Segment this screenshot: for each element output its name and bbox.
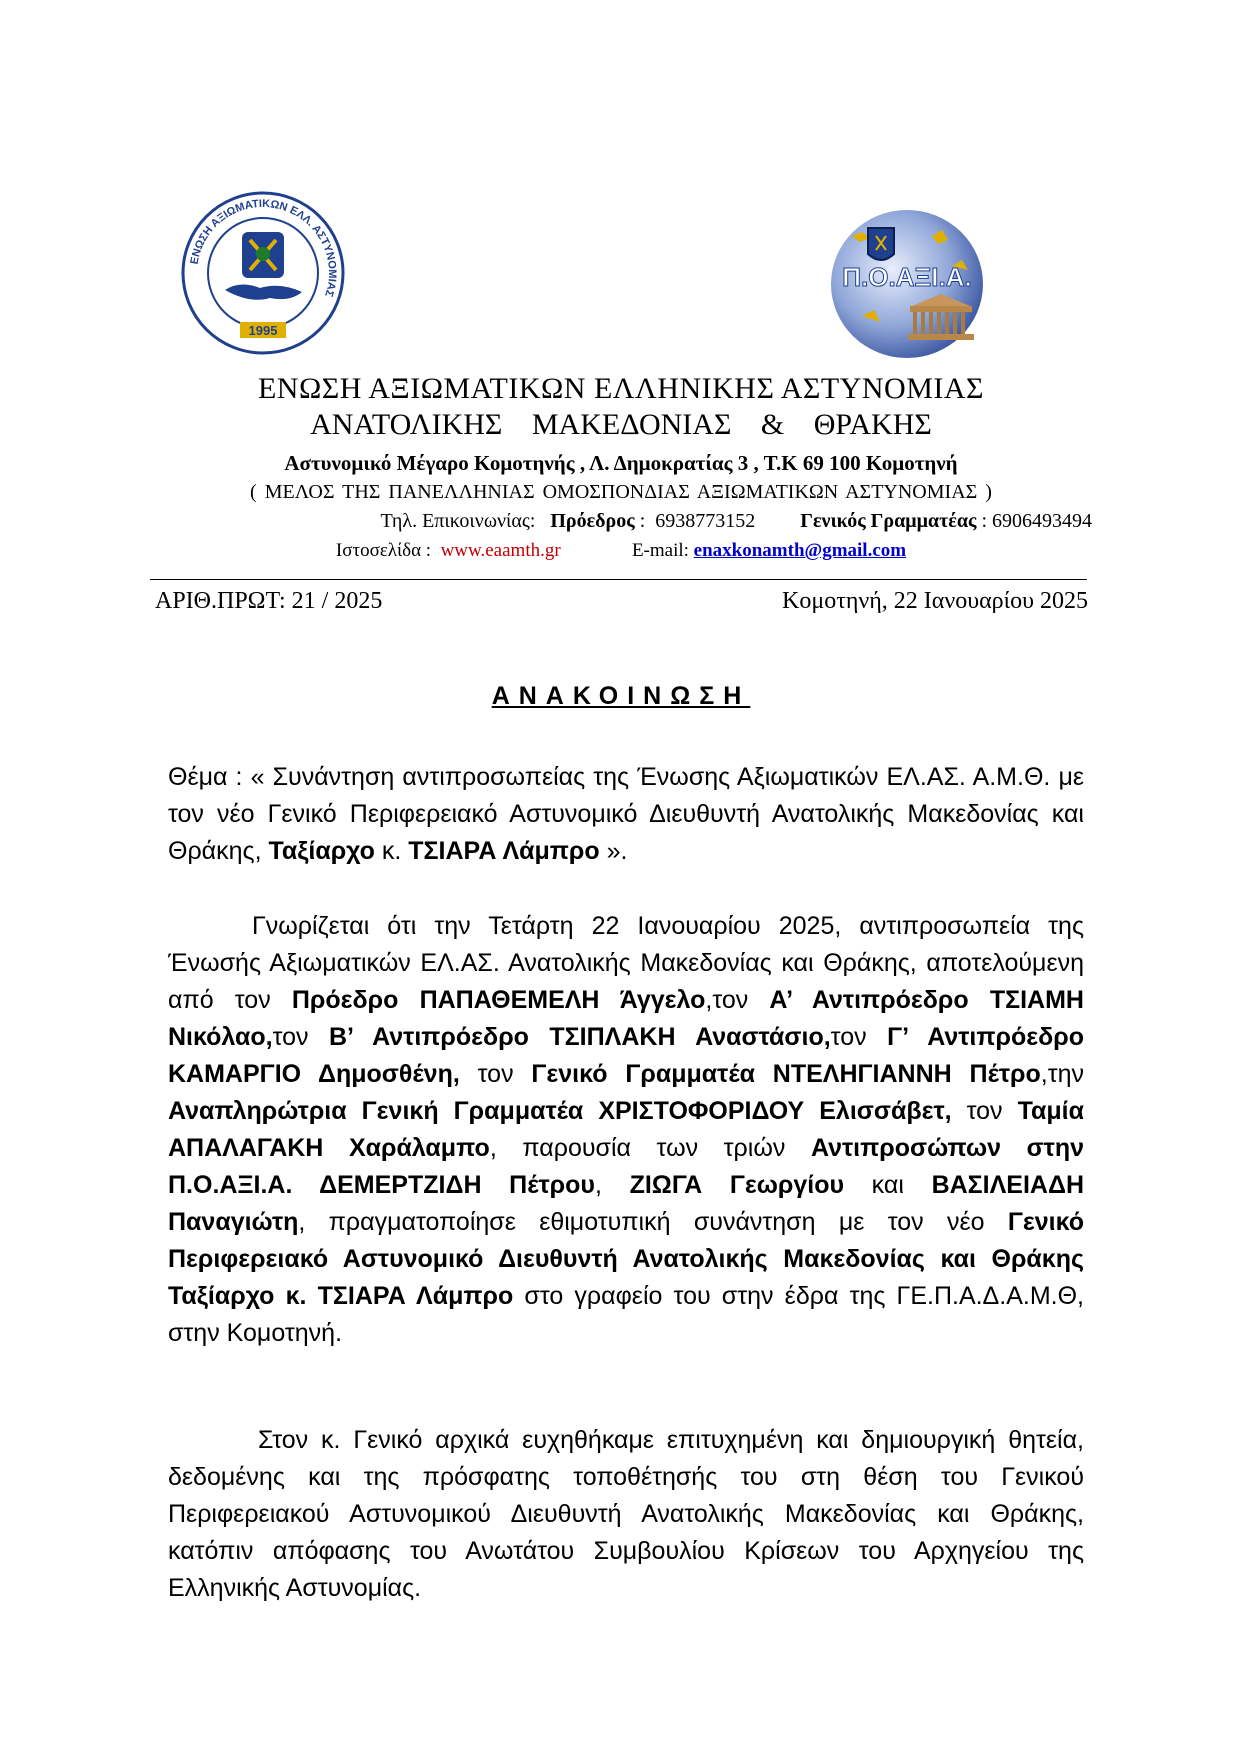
subject-mid: κ. <box>374 837 409 865</box>
body1-bold-2: Α’ Αντιπρόεδρο ΤΣΙΑΜΗ Νικόλαο, <box>168 986 1084 1051</box>
body1-text-7: τον <box>951 1097 1018 1125</box>
seal-year: 1995 <box>248 323 278 338</box>
body1-bold-9: Αντιπροσώπων στην Π.Ο.ΑΞΙ.Α. ΔΕΜΕΡΤΖΙΔΗ Πέτρου <box>168 1134 1085 1199</box>
header-divider <box>150 579 1087 580</box>
website-link[interactable]: www.eaamth.gr <box>440 540 561 561</box>
body1-bold-5: Γενικό Γραμματέα ΝΤΕΛΗΓΙΑΝΝΗ Πέτρο <box>531 1060 1041 1088</box>
body1-text-13: στο γραφείο του στην έδρα της ΓΕ.Π.Α.Δ.Α.Μ.Θ, στην Κομοτηνή. <box>168 1282 1084 1347</box>
body1-text-11: και <box>844 1171 932 1199</box>
subject-name: ΤΣΙΑΡΑ Λάμπρο <box>408 837 600 865</box>
body1-bold-10: ΖΙΩΓΑ Γεωργίου <box>629 1171 845 1199</box>
body1-bold-12: Γενικό Περιφερειακό Αστυνομικό Διευθυντή Ανατολικής Μακεδονίας και Θράκης Ταξίαρχο κ. ΤΣΙΑΡΑ Λάμπρο <box>168 1208 1084 1310</box>
body1-text-5: τον <box>459 1060 532 1088</box>
organization-name-line-2: ΑΝΑΤΟΛΙΚΗΣ ΜΑΚΕΔΟΝΙΑΣ & ΘΡΑΚΗΣ <box>310 408 932 441</box>
president-label: Πρόεδρος <box>550 510 635 532</box>
body1-text-4: τον <box>830 1023 888 1051</box>
secretary-phone: 6906493494 <box>992 510 1092 532</box>
body-paragraph-2: Στον κ. Γενικό αρχικά ευχηθήκαμε επιτυχημένη και δημιουργική θητεία, δεδομένης και της πρόσφατης τοποθέτησής του στη θέση του Γενικού Περιφερειακού Αστυνομικού Διευθυντή Ανατολικής Μακεδονίας και Θράκης, κατόπιν απόφασης του Ανωτάτου Συμβουλίου Κρίσεων του Αρχηγείου της Ελληνικής Αστυνομίας. <box>168 1426 1084 1602</box>
web-line <box>150 540 1092 562</box>
organization-address: Αστυνομικό Μέγαρο Κομοτηνής , Λ. Δημοκρατίας 3 , Τ.Κ 69 100 Κομοτηνή <box>284 451 958 475</box>
body1-text-9: , παρουσία των τριών <box>489 1134 811 1162</box>
body1-bold-4: Γ’ Αντιπρόεδρο ΚΑΜΑΡΓΙΟ Δημοσθένη, <box>168 1023 1084 1088</box>
document-date: Κομοτηνή, 22 Ιανουαρίου 2025 <box>782 588 1088 614</box>
membership-note: ( ΜΕΛΟΣ ΤΗΣ ΠΑΝΕΛΛΗΝΙΑΣ ΟΜΟΣΠΟΝΔΙΑΣ ΑΞΙΩΜΑΤΙΚΩΝ ΑΣΤΥΝΟΜΙΑΣ ) <box>250 481 992 503</box>
subject-prefix: Θέμα : « Συνάντηση αντιπροσωπείας της Ένωσης Αξιωματικών ΕΛ.ΑΣ. Α.Μ.Θ. με τον νέο Γενικό Περιφερειακό Αστυνομικό Διευθυντή Ανατολικής Μακεδονίας και Θράκης, <box>168 763 1084 865</box>
body1-bold-7: Ταμία <box>1017 1097 1084 1125</box>
body1-text-6: ,την <box>1040 1060 1084 1088</box>
body1-text-2: ,τον <box>705 986 770 1014</box>
secretary-label: Γενικός Γραμματέας <box>800 510 977 532</box>
contact-label: Τηλ. Επικοινωνίας: <box>380 510 536 532</box>
body1-bold-1: Πρόεδρο ΠΑΠΑΘΕΜΕΛΗ Άγγελο <box>291 986 706 1014</box>
subject-suffix: ». <box>599 837 628 865</box>
seal-ring-text: ΕΝΩΣΗ ΑΞΙΩΜΑΤΙΚΩΝ ΕΛΛ. ΑΣΤΥΝΟΜΙΑΣ <box>188 197 339 299</box>
subject-paragraph <box>168 759 1084 870</box>
subject-rank: Ταξίαρχο <box>268 837 375 865</box>
federation-emblem-logo <box>822 206 992 361</box>
body1-text-1: Γνωρίζεται ότι την Τετάρτη 22 Ιανουαρίου 2025, αντιπροσωπεία της Ένωσής Αξιωματικών ΕΛ.ΑΣ. Ανατολικής Μακεδονίας και Θράκης, αποτελούμενη από τον <box>168 912 1084 1014</box>
body1-bold-8: ΑΠΑΛΑΓΑΚΗ Χαράλαμπο <box>168 1134 490 1162</box>
body1-bold-6: Αναπληρώτρια Γενική Γραμματέα ΧΡΙΣΤΟΦΟΡΙΔΟΥ Ελισσάβετ, <box>168 1097 952 1125</box>
body-paragraph-1 <box>168 908 1084 1352</box>
protocol-number: ΑΡΙΘ.ΠΡΩΤ: 21 / 2025 <box>155 588 383 614</box>
body1-text-3: τον <box>272 1023 329 1051</box>
website-label: Ιστοσελίδα : <box>335 540 432 561</box>
body1-bold-11: ΒΑΣΙΛΕΙΑΔΗ Παναγιώτη <box>168 1171 1084 1236</box>
body1-text-12: , πραγματοποίησε εθιμοτυπική συνάντηση με τον νέο <box>298 1208 1008 1236</box>
contact-line: Τηλ. Επικοινωνίας: Πρόεδρος : 6938773152 Γενικός Γραμματέας : 6906493494 <box>380 510 1092 532</box>
president-phone: 6938773152 <box>655 510 756 532</box>
body1-text-10: , <box>594 1171 630 1199</box>
document-title: ΑΝΑΚΟΙΝΩΣΗ <box>491 682 751 710</box>
email-label: E-mail: <box>631 540 689 561</box>
body1-bold-3: Β’ Αντιπρόεδρο ΤΣΙΠΛΑΚΗ Αναστάσιο, <box>328 1023 831 1051</box>
union-seal-logo <box>180 190 346 356</box>
organization-name-line-1: ΕΝΩΣΗ ΑΞΙΩΜΑΤΙΚΩΝ ΕΛΛΗΝΙΚΗΣ ΑΣΤΥΝΟΜΙΑΣ <box>257 372 984 405</box>
email-link[interactable]: enaxkonamth@gmail.com <box>693 540 907 561</box>
emblem-text: Π.Ο.ΑΞΙ.Α. <box>842 262 972 292</box>
